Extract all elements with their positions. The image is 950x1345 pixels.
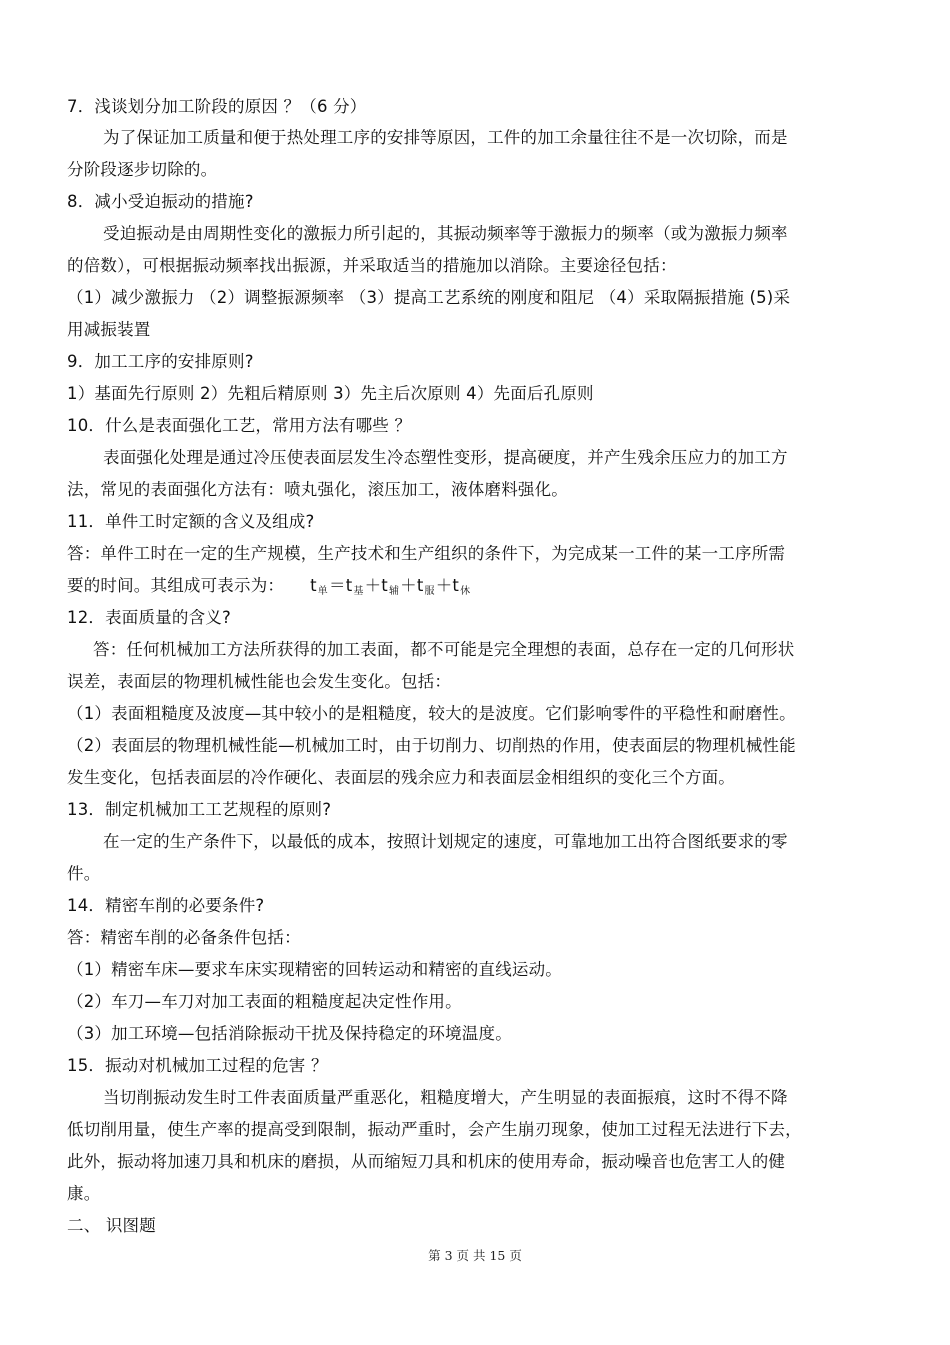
question-12: 12．表面质量的含义? bbox=[67, 608, 231, 627]
answer-10-line-2: 法，常见的表面强化方法有：喷丸强化，滚压加工，液体磨料强化。 bbox=[67, 480, 568, 499]
answer-15-line-3: 此外，振动将加速刀具和机床的磨损，从而缩短刀具和机床的使用寿命，振动噪音也危害工人的健 bbox=[67, 1152, 786, 1171]
answer-12-line-5: 发生变化，包括表面层的冷作硬化、表面层的残余应力和表面层金相组织的变化三个方面。 bbox=[67, 768, 735, 787]
time-formula: t单＝t基＋t辅＋t服＋t休 bbox=[310, 576, 471, 597]
answer-8-line-4: 用减振装置 bbox=[67, 320, 151, 339]
answer-14-line-3: （2）车刀—车刀对加工表面的粗糙度起决定性作用。 bbox=[67, 992, 462, 1011]
answer-14-line-2: （1）精密车床—要求车床实现精密的回转运动和精密的直线运动。 bbox=[67, 960, 562, 979]
answer-7-line-1: 为了保证加工质量和便于热处理工序的安排等原因，工件的加工余量往往不是一次切除，而是 bbox=[103, 128, 788, 147]
answer-14-line-1: 答：精密车削的必备条件包括： bbox=[67, 928, 301, 947]
answer-8-line-2: 的倍数），可根据振动频率找出振源，并采取适当的措施加以消除。主要途径包括： bbox=[67, 256, 677, 275]
answer-10-line-1: 表面强化处理是通过冷压使表面层发生冷态塑性变形，提高硬度，并产生残余压应力的加工方 bbox=[103, 448, 788, 467]
answer-7-line-2: 分阶段逐步切除的。 bbox=[67, 160, 218, 179]
answer-12-line-3: （1）表面粗糙度及波度—其中较小的是粗糙度，较大的是波度。它们影响零件的平稳性和耐磨性。 bbox=[67, 704, 796, 723]
question-7: 7．浅谈划分加工阶段的原因 ？（6 分） bbox=[67, 97, 367, 116]
answer-12-line-1: 答：任何机械加工方法所获得的加工表面，都不可能是完全理想的表面，总存在一定的几何形状 bbox=[93, 640, 795, 659]
question-15: 15．振动对机械加工过程的危害 ？ bbox=[67, 1056, 328, 1075]
answer-13-line-1: 在一定的生产条件下，以最低的成本，按照计划规定的速度，可靠地加工出符合图纸要求的零 bbox=[103, 832, 788, 851]
answer-14-line-4: （3）加工环境—包括消除振动干扰及保持稳定的环境温度。 bbox=[67, 1024, 512, 1043]
answer-8-line-3: （1）减少激振力 （2）调整振源频率 （3）提高工艺系统的刚度和阻尼 （4）采取隔振措施 (5)采 bbox=[67, 288, 791, 307]
answer-15-line-1: 当切削振动发生时工件表面质量严重恶化，粗糙度增大，产生明显的表面振痕，这时不得不降 bbox=[103, 1088, 788, 1107]
section-heading: 二、 识图题 bbox=[67, 1216, 156, 1235]
answer-12-line-2: 误差，表面层的物理机械性能也会发生变化。包括： bbox=[67, 672, 452, 691]
question-14: 14．精密车削的必要条件? bbox=[67, 896, 265, 915]
answer-12-line-4: （2）表面层的物理机械性能—机械加工时，由于切削力、切削热的作用，使表面层的物理机械性能 bbox=[67, 736, 796, 755]
question-10: 10．什么是表面强化工艺，常用方法有哪些 ？ bbox=[67, 416, 412, 435]
answer-9: 1）基面先行原则 2）先粗后精原则 3）先主后次原则 4）先面后孔原则 bbox=[67, 384, 594, 403]
answer-15-line-4: 康。 bbox=[67, 1184, 101, 1203]
answer-11-line-2-text: 要的时间。其组成可表示为： bbox=[67, 576, 285, 595]
answer-11-line-1: 答：单件工时在一定的生产规模，生产技术和生产组织的条件下，为完成某一工件的某一工序所需 bbox=[67, 544, 786, 563]
answer-8-line-1: 受迫振动是由周期性变化的激振力所引起的，其振动频率等于激振力的频率（或为激振力频率 bbox=[103, 224, 788, 243]
question-13: 13．制定机械加工工艺规程的原则? bbox=[67, 800, 332, 819]
question-8: 8．减小受迫振动的措施? bbox=[67, 192, 254, 211]
question-9: 9．加工工序的安排原则? bbox=[67, 352, 254, 371]
answer-15-line-2: 低切削用量，使生产率的提高受到限制，振动严重时，会产生崩刃现象，使加工过程无法进行下去， bbox=[67, 1120, 802, 1139]
answer-11-line-2 bbox=[67, 575, 471, 600]
answer-13-line-2: 件。 bbox=[67, 864, 101, 883]
page-footer: 第 3 页 共 15 页 bbox=[428, 1248, 522, 1263]
question-11: 11．单件工时定额的含义及组成? bbox=[67, 512, 315, 531]
